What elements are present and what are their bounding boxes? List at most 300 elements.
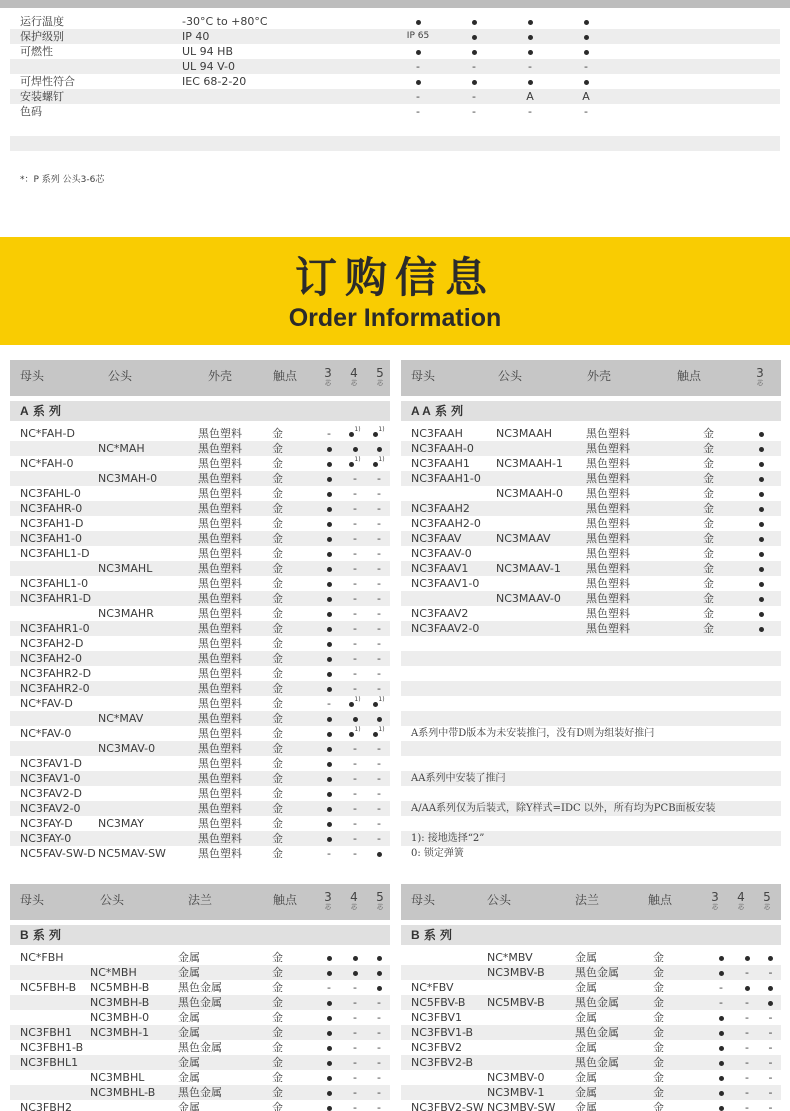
female-part: NC3FAAH1-0 — [401, 471, 496, 486]
material: 黑色塑料 — [198, 727, 242, 740]
core-mark: - — [377, 577, 381, 590]
core-mark — [741, 486, 781, 501]
core-mark — [316, 965, 342, 980]
core-mark: - — [353, 1101, 357, 1111]
core-mark — [316, 726, 342, 741]
female-part: NC3FAV2-D — [20, 787, 83, 800]
filled-dot-icon — [327, 597, 332, 602]
core-mark — [741, 441, 781, 456]
male-part — [98, 501, 198, 516]
male-part — [496, 501, 586, 516]
contact-material: 金 — [272, 995, 316, 1010]
core-mark: - — [353, 981, 357, 994]
material: 黑色塑料 — [198, 651, 272, 666]
spec-mark: - — [472, 105, 476, 118]
filled-dot-icon — [759, 462, 764, 467]
male-part — [487, 1055, 575, 1070]
female-part: NC3FAH2-D — [20, 637, 84, 650]
spec-name: 保护级别 — [10, 29, 182, 44]
material: 黑色塑料 — [198, 607, 242, 620]
female-part: NC3FBHL1 — [10, 1055, 90, 1070]
note-row — [401, 651, 781, 666]
core-mark: - — [745, 1101, 749, 1111]
core-mark: - — [368, 1085, 390, 1100]
contact-material: 金 — [272, 741, 316, 756]
contact-material: 金 — [272, 561, 316, 576]
core-mark — [316, 486, 342, 501]
material: 金属 — [178, 965, 272, 980]
core-mark — [708, 1025, 734, 1040]
contact-material: 金 — [272, 1101, 283, 1111]
core-mark: - — [760, 1085, 781, 1100]
table-row — [10, 426, 390, 441]
col-4-core: 4 芯 — [350, 890, 358, 911]
spec-row — [10, 29, 780, 44]
material: 黑色塑料 — [198, 531, 272, 546]
core-mark — [342, 965, 368, 980]
col-contact: 触点 — [273, 369, 298, 383]
core-mark: - — [353, 1041, 357, 1054]
core-mark: - — [377, 1041, 381, 1054]
material: 黑色塑料 — [198, 817, 242, 830]
male-part — [496, 621, 586, 636]
filled-dot-icon — [719, 1106, 724, 1111]
female-part: NC3FBH1 — [10, 1025, 90, 1040]
table-aa — [401, 426, 781, 861]
contact-material: 金 — [676, 471, 741, 486]
contact-material: 金 — [653, 1055, 708, 1070]
contact-material: 金 — [676, 441, 741, 456]
table-row — [401, 456, 781, 471]
spec-row — [10, 44, 780, 59]
core-mark — [368, 846, 390, 861]
table-row — [10, 471, 390, 486]
contact-material: 金 — [272, 607, 283, 620]
filled-dot-icon — [327, 971, 332, 976]
footnote: *：P 系列 公头3-6芯 — [20, 175, 105, 185]
filled-dot-icon — [377, 986, 382, 991]
male-part: NC3MAHR — [98, 607, 154, 620]
table-row — [401, 546, 781, 561]
female-part: NC3FAAV1-0 — [411, 577, 480, 590]
female-part: NC3FBV2 — [411, 1041, 462, 1054]
male-part: NC3MAAV-1 — [496, 561, 586, 576]
female-part: NC3FBH1-B — [20, 1041, 84, 1054]
spec-mark — [558, 14, 614, 29]
core-mark — [342, 950, 368, 965]
core-mark: - — [368, 501, 390, 516]
spec-mark: - — [390, 59, 446, 74]
core-mark: - — [377, 607, 381, 620]
core-mark: - — [377, 667, 381, 680]
contact-material: 金 — [272, 801, 316, 816]
note-row — [401, 831, 781, 846]
core-mark: - — [342, 681, 368, 696]
core-mark: - — [342, 561, 368, 576]
core-mark: - — [377, 1071, 381, 1084]
material: 黑色塑料 — [198, 741, 272, 756]
table-row — [401, 1100, 781, 1111]
contact-material: 金 — [703, 577, 714, 590]
spec-value: UL 94 HB — [182, 45, 233, 58]
section-b-title: B 系 列 — [10, 925, 390, 945]
contact-material: 金 — [272, 847, 283, 860]
material: 黑色塑料 — [198, 801, 272, 816]
filled-dot-icon — [768, 986, 773, 991]
section-a-title: A 系 列 — [10, 401, 390, 421]
core-mark: - — [353, 607, 357, 620]
core-mark — [708, 1055, 734, 1070]
male-part — [98, 756, 198, 771]
female-part: NC3FBV1 — [411, 1011, 462, 1024]
material: 黑色塑料 — [586, 517, 630, 530]
filled-dot-icon — [719, 1061, 724, 1066]
spec-mark — [390, 74, 446, 89]
table-row — [10, 741, 390, 756]
core-mark: - — [342, 995, 368, 1010]
filled-dot-icon — [472, 20, 477, 25]
order-info-banner — [0, 237, 790, 345]
contact-material: 金 — [272, 817, 283, 830]
table-row — [10, 696, 390, 711]
core-mark: - — [342, 531, 368, 546]
filled-dot-icon — [327, 477, 332, 482]
note-row — [401, 786, 781, 801]
core-mark — [368, 726, 390, 741]
footnote-ref: 1) — [354, 456, 361, 463]
female-part: NC3FAHR1-D — [10, 591, 98, 606]
filled-dot-icon — [759, 537, 764, 542]
spec-mark: - — [502, 59, 558, 74]
contact-material: 金 — [272, 1055, 316, 1070]
table-row — [10, 1040, 390, 1055]
filled-dot-icon — [584, 50, 589, 55]
core-mark: - — [719, 981, 723, 994]
female-part — [401, 950, 487, 965]
table-row — [401, 591, 781, 606]
table-row — [401, 531, 781, 546]
table-row — [10, 501, 390, 516]
col-5-core: 5 芯 — [763, 890, 771, 911]
filled-dot-icon — [327, 1091, 332, 1096]
filled-dot-icon — [353, 447, 358, 452]
material: 黑色金属 — [178, 1085, 272, 1100]
panel-b2-header — [401, 884, 781, 920]
filled-dot-icon — [719, 1046, 724, 1051]
core-mark: - — [368, 561, 390, 576]
spec-mark — [446, 74, 502, 89]
contact-material: 金 — [272, 621, 316, 636]
table-row — [10, 1070, 390, 1085]
col-contact: 触点 — [677, 369, 702, 383]
female-part — [401, 1070, 487, 1085]
contact-material: 金 — [272, 1025, 316, 1040]
male-part: NC3MAAH-0 — [496, 487, 563, 500]
filled-dot-icon — [584, 80, 589, 85]
material: 黑色塑料 — [586, 547, 630, 560]
filled-dot-icon — [759, 627, 764, 632]
filled-dot-icon — [768, 1001, 773, 1006]
material: 黑色塑料 — [198, 487, 242, 500]
blank-row — [10, 136, 780, 151]
core-mark: - — [708, 995, 734, 1010]
core-mark: - — [327, 981, 331, 994]
core-mark: - — [368, 771, 390, 786]
note-row — [401, 726, 781, 741]
spec-value — [182, 89, 342, 104]
male-part — [90, 1040, 178, 1055]
core-mark: - — [342, 1025, 368, 1040]
contact-material: 金 — [703, 547, 714, 560]
core-mark — [741, 471, 781, 486]
col-male: 公头 — [487, 893, 512, 907]
filled-dot-icon — [327, 1001, 332, 1006]
spec-name — [10, 59, 182, 74]
table-row — [401, 1025, 781, 1040]
table-row — [401, 516, 781, 531]
contact-material: 金 — [676, 501, 741, 516]
filled-dot-icon — [416, 20, 421, 25]
male-part: NC3MBV-0 — [487, 1071, 545, 1084]
col-4-core: 4 芯 — [737, 890, 745, 911]
core-mark — [316, 546, 342, 561]
filled-dot-icon — [327, 627, 332, 632]
male-part — [98, 576, 198, 591]
spec-value: -30°C to +80°C — [182, 15, 268, 28]
filled-dot-icon — [353, 971, 358, 976]
core-mark: - — [327, 697, 331, 710]
female-part: NC5FBV-B — [401, 995, 487, 1010]
female-part: NC3FBV2-SW — [411, 1101, 484, 1111]
female-part: NC3FAAH — [411, 427, 463, 440]
table-row — [401, 471, 781, 486]
col-4-core: 4 芯 — [350, 366, 358, 387]
table-row — [10, 636, 390, 651]
spec-mark: - — [390, 89, 446, 104]
contact-material: 金 — [272, 517, 283, 530]
filled-dot-icon — [327, 552, 332, 557]
core-mark — [741, 591, 781, 606]
male-part: NC5MBV-B — [487, 995, 575, 1010]
filled-dot-icon — [528, 20, 533, 25]
filled-dot-icon — [327, 1031, 332, 1036]
footnote-ref: 1) — [378, 696, 385, 703]
male-part: NC3MAAV — [496, 531, 586, 546]
core-mark: - — [342, 741, 368, 756]
female-part: NC3FAAH2-0 — [411, 517, 481, 530]
male-part: NC*MAV — [98, 711, 198, 726]
table-row — [10, 651, 390, 666]
female-part — [10, 471, 98, 486]
contact-material: 金 — [703, 607, 714, 620]
col-male: 公头 — [108, 369, 133, 383]
core-mark: - — [368, 831, 390, 846]
spec-mark — [390, 14, 446, 29]
panel-b-header — [10, 884, 390, 920]
core-mark — [316, 741, 342, 756]
male-part — [98, 516, 198, 531]
core-mark — [316, 606, 342, 621]
panel-b-series — [10, 884, 390, 1111]
core-mark — [368, 980, 390, 995]
spec-mark — [558, 74, 614, 89]
core-mark — [316, 651, 342, 666]
core-mark — [316, 666, 342, 681]
table-a — [10, 426, 390, 861]
core-mark: - — [342, 591, 368, 606]
material: 黑色塑料 — [198, 441, 272, 456]
female-part — [401, 1085, 487, 1100]
spec-mark — [558, 29, 614, 44]
core-mark: - — [760, 1055, 781, 1070]
contact-material: 金 — [272, 577, 283, 590]
spec-row — [10, 14, 780, 29]
filled-dot-icon — [327, 747, 332, 752]
female-part: NC3FAH2-0 — [10, 651, 98, 666]
spec-value: IP 40 — [182, 29, 342, 44]
spec-mark — [502, 44, 558, 59]
contact-material: 金 — [653, 981, 664, 994]
female-part: NC3FAAV2-0 — [401, 621, 496, 636]
material: 黑色塑料 — [198, 501, 272, 516]
female-part — [10, 1070, 90, 1085]
note-row — [401, 696, 781, 711]
core-mark: - — [327, 427, 331, 440]
contact-material: 金 — [653, 1025, 708, 1040]
female-part: NC3FAY-0 — [10, 831, 98, 846]
contact-material: 金 — [272, 727, 283, 740]
table-row — [10, 831, 390, 846]
male-part — [98, 651, 198, 666]
table-row — [10, 456, 390, 471]
female-part: NC3FAHL-0 — [20, 487, 81, 500]
core-mark — [342, 711, 368, 726]
male-part: NC3MBH-1 — [90, 1025, 178, 1040]
male-part: NC3MAAH-1 — [496, 457, 563, 470]
table-row — [401, 606, 781, 621]
footnote-ref: 1) — [354, 426, 361, 433]
filled-dot-icon — [327, 462, 332, 467]
material: 黑色塑料 — [586, 591, 676, 606]
male-part: NC3MBV-1 — [487, 1085, 575, 1100]
core-mark — [741, 426, 781, 441]
banner-title-en: Order Information — [288, 304, 502, 332]
contact-material: 金 — [703, 427, 714, 440]
core-mark: - — [353, 1071, 357, 1084]
contact-material: 金 — [272, 757, 283, 770]
table-row — [10, 756, 390, 771]
contact-material: 金 — [272, 697, 283, 710]
note-text: 1): 接地选择“2” — [401, 831, 781, 846]
male-part — [90, 950, 178, 965]
filled-dot-icon — [719, 971, 724, 976]
male-part — [496, 606, 586, 621]
core-mark — [368, 950, 390, 965]
core-mark — [316, 636, 342, 651]
contact-material: 金 — [272, 501, 316, 516]
table-row — [10, 1085, 390, 1100]
contact-material: 金 — [703, 457, 714, 470]
material: 黑色塑料 — [586, 531, 676, 546]
filled-dot-icon — [768, 956, 773, 961]
contact-material: 金 — [272, 487, 283, 500]
core-mark — [316, 1025, 342, 1040]
core-mark — [708, 1085, 734, 1100]
female-part: NC3FBV2-B — [401, 1055, 487, 1070]
col-contact: 触点 — [648, 893, 673, 907]
material: 黑色塑料 — [198, 577, 242, 590]
table-row — [10, 846, 390, 861]
core-mark — [316, 756, 342, 771]
female-part — [401, 965, 487, 980]
core-mark — [708, 1070, 734, 1085]
core-mark: - — [353, 577, 357, 590]
material: 黑色塑料 — [198, 637, 242, 650]
contact-material: 金 — [272, 471, 316, 486]
core-mark — [316, 816, 342, 831]
core-mark — [708, 950, 734, 965]
male-part: NC3MBV-B — [487, 965, 575, 980]
table-row — [10, 516, 390, 531]
core-mark — [316, 456, 342, 471]
female-part — [10, 1010, 90, 1025]
material: 金属 — [178, 1071, 200, 1084]
core-mark: - — [342, 831, 368, 846]
material: 黑色塑料 — [198, 517, 242, 530]
table-b — [10, 950, 390, 1111]
filled-dot-icon — [745, 956, 750, 961]
material: 黑色金属 — [575, 995, 653, 1010]
material: 黑色塑料 — [198, 427, 242, 440]
core-mark: - — [745, 1011, 749, 1024]
core-mark — [316, 950, 342, 965]
material: 黑色塑料 — [586, 561, 676, 576]
core-mark: - — [377, 817, 381, 830]
table-row — [10, 980, 390, 995]
note-text: AA系列中安装了推闩 — [401, 771, 781, 786]
material: 金属 — [178, 1101, 200, 1111]
table-row — [10, 546, 390, 561]
table-row — [401, 621, 781, 636]
contact-material: 金 — [272, 667, 283, 680]
filled-dot-icon — [759, 612, 764, 617]
male-part: NC*MAH — [98, 441, 198, 456]
filled-dot-icon — [719, 1076, 724, 1081]
male-part: NC5MAV-SW — [98, 847, 166, 860]
note-row — [401, 666, 781, 681]
male-part: NC3MAH-0 — [98, 471, 198, 486]
table-row — [10, 995, 390, 1010]
filled-dot-icon — [377, 717, 382, 722]
material: 金属 — [575, 1085, 653, 1100]
material: 金属 — [575, 1011, 597, 1024]
core-mark: - — [353, 847, 357, 860]
contact-material: 金 — [272, 771, 316, 786]
core-mark — [316, 471, 342, 486]
material: 黑色金属 — [178, 1041, 222, 1054]
male-part: NC3MAAV-0 — [496, 591, 586, 606]
filled-dot-icon — [759, 507, 764, 512]
spec-mark: - — [446, 59, 502, 74]
core-mark: - — [368, 621, 390, 636]
male-part: NC3MBV-SW — [487, 1101, 556, 1111]
table-row — [10, 726, 390, 741]
male-part — [98, 426, 198, 441]
table-b2 — [401, 950, 781, 1111]
material: 黑色塑料 — [198, 831, 272, 846]
filled-dot-icon — [327, 807, 332, 812]
filled-dot-icon — [327, 537, 332, 542]
